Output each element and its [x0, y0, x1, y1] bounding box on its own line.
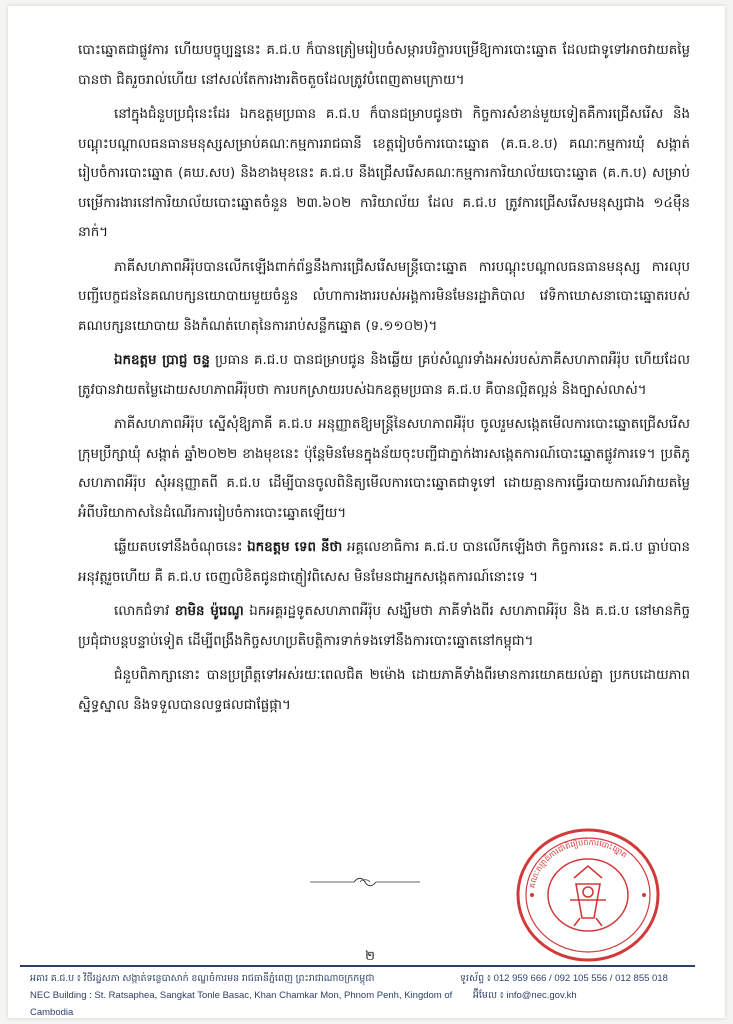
paragraph-text: អគ្គលេខាធិការ គ.ជ.ប បានលើកឡើងថា កិច្ចការនេះ គ.ជ.ប ធ្លាប់បានអនុវត្តរួចហើយ គឺ គ.ជ.ប ចេញលិខិតជូនជាភ្ញៀវពិសេស មិនមែនជាអ្នកសង្កេតការណ៍នោះទេ ។: [78, 540, 690, 585]
paragraph-text: ភាគីសហភាពអឺរ៉ុប ស្នើសុំឱ្យភាគី គ.ជ.ប អនុញ្ញាតឱ្យមន្ត្រីនៃសហភាពអឺរ៉ុប ចូលរួមសង្កេតមើលការបោះឆ្នោតជ្រើសរើសក្រុមប្រឹក្សាឃុំ សង្កាត់ ឆ្នាំ២០២២ ខាងមុខនេះ ប៉ុន្តែមិនមែនក្នុងន័យចុះបញ្ជីជាភ្នាក់ងារសង្កេតការណ៍បោះឆ្នោតផ្លូវការទេ។ ប្រតិភូសហភាពអឺរ៉ុប សុំអនុញ្ញាតពី គ.ជ.ប ដើម្បីបានចូលពិនិត្យមើលការបោះឆ្នោតជាទូទៅ ដោយគ្មានការធ្វើរបាយការណ៍វាយតម្លៃអំពីបរិយាកាសនៃដំណើរការរៀបចំការបោះឆ្នោតឡើយ។: [78, 417, 690, 521]
divider-ornament-icon: [310, 876, 420, 888]
page-number: ២: [365, 949, 375, 964]
paragraph: [78, 346, 690, 405]
person-name: ឯកឧត្តម ប្រាជ្ញ ចន្ទ: [114, 353, 210, 368]
paragraph: [78, 36, 690, 95]
paragraph-text: លោកជំទាវ: [114, 604, 175, 619]
paragraph: [78, 253, 690, 342]
paragraph: [78, 661, 690, 720]
footer-phone: ទូរស័ព្ទ ៖ 012 959 666 / 092 105 556 / 012 855 018: [460, 973, 668, 984]
paragraph-text: ប្រធាន គ.ជ.ប បានជម្រាបជូន និងឆ្លើយ គ្រប់សំណួរទាំងអស់របស់ភាគីសហភាពអឺរ៉ុប ហើយដែលត្រូវបានវាយតម្លៃដោយសហភាពអឺរ៉ុបថា ការបកស្រាយរបស់ឯកឧត្តមប្រធាន គ.ជ.ប គឺបានល្អិតល្អន់ និងច្បាស់លាស់។: [78, 353, 691, 398]
footer-email: អ៊ីមែល ៖ info@nec.gov.kh: [472, 990, 577, 1001]
footer: [30, 970, 698, 1021]
seal-text: គណៈកម្មាធិការជាតិរៀបចំការបោះឆ្នោត: [527, 837, 629, 889]
person-name: ឯកឧត្តម ទេព នីថា: [247, 540, 343, 555]
paragraph: [78, 533, 690, 592]
person-name: ខាមិន ម៉ូរេណូ: [174, 604, 244, 619]
footer-address-kh: អគារ គ.ជ.ប ៖ វិថីរដ្ឋសភា សង្កាត់ទន្លេបាសាក់ ខណ្ឌចំការមន រាជធានីភ្នំពេញ ព្រះរាជាណាចក្រកម្ពុជា: [30, 973, 375, 984]
document-body: [78, 36, 690, 725]
paragraph-text: ឆ្លើយតបទៅនឹងចំណុចនេះ: [114, 540, 248, 555]
paragraph-text: ជំនួបពិភាក្សានោះ បានប្រព្រឹត្តទៅអស់រយៈពេលជិត ២ម៉ោង ដោយភាគីទាំងពីរមានការយោគយល់គ្នា ប្រកបដោយភាពស្និទ្ធស្នាល និងទទួលបានលទ្ធផលជាផ្លែផ្កា។: [78, 668, 690, 713]
paragraph: [78, 410, 690, 528]
paragraph-text: បោះឆ្នោតជាផ្លូវការ ហើយបច្ចុប្បន្ននេះ គ.ជ.ប ក៏បានត្រៀមរៀបចំសម្ភារបរិក្ខារបម្រើឱ្យការបោះឆ្នោត ដែលជាទូទៅអាចវាយតម្លៃបានថា ជិតរួចរាល់ហើយ នៅសល់តែការងារតិចតួចដែលត្រូវបំពេញតាមក្រោយ។: [78, 43, 690, 88]
paragraph-text: ឯកអគ្គរដ្ឋទូតសហភាពអឺរ៉ុប សង្ឃឹមថា ភាគីទាំងពីរ សហភាពអឺរ៉ុប និង គ.ជ.ប នៅមានកិច្ចប្រជុំជាបន្តបន្ទាប់ទៀត ដើម្បីពង្រឹងកិច្ចសហប្រតិបត្តិការទាក់ទងទៅនឹងការបោះឆ្នោតនៅកម្ពុជា។: [78, 604, 690, 649]
paragraph-text: នៅក្នុងជំនួបប្រជុំនេះដែរ ឯកឧត្តមប្រធាន គ.ជ.ប ក៏បានជម្រាបជូនថា កិច្ចការសំខាន់មួយទៀតគឺការជ្រើសរើស និងបណ្តុះបណ្តាលធនធានមនុស្សសម្រាប់គណៈកម្មការរាជធានី ខេត្តរៀបចំការបោះឆ្នោត (គ.ធ.ខ.ប) គណៈកម្មការឃុំ សង្កាត់រៀបចំការបោះឆ្នោត (គឃ.សប) និងខាងមុខនេះ គ.ជ.ប នឹងជ្រើសរើសគណៈកម្មការការិយាល័យបោះឆ្នោត (គ.ក.ប) សម្រាប់បម្រើការងារនៅការិយាល័យបោះឆ្នោតចំនួន ២៣.៦០២ ការិយាល័យ ដែល គ.ជ.ប ត្រូវការជ្រើសរើសមនុស្សជាង ១៤ម៉ឺននាក់។: [78, 107, 690, 240]
paragraph: [78, 597, 690, 656]
official-seal-icon: [514, 826, 662, 964]
footer-address-en: NEC Building : St. Ratsaphea, Sangkat Tonle Basac, Khan Chamkar Mon, Phnom Penh, Kingdom of Cambodia: [30, 990, 453, 1018]
paragraph: [78, 100, 690, 248]
paragraph-text: ភាគីសហភាពអឺរ៉ុបបានលើកឡើងពាក់ព័ន្ធនឹងការជ្រើសរើសមន្ត្រីបោះឆ្នោត ការបណ្តុះបណ្តាលធនធានមនុស្ស ការលុបបញ្ជីបេក្ខជននៃគណបក្សនយោបាយមួយចំនួន លំហាការងាររបស់អង្គការមិនមែនរដ្ឋាភិបាល វេទិកាឃោសនាបោះឆ្នោតរបស់គណបក្សនយោបាយ និងកំណត់ហេតុនៃការរាប់សន្លឹកឆ្នោត (ទ.១១០២)។: [78, 259, 690, 334]
footer-divider: [20, 965, 695, 967]
